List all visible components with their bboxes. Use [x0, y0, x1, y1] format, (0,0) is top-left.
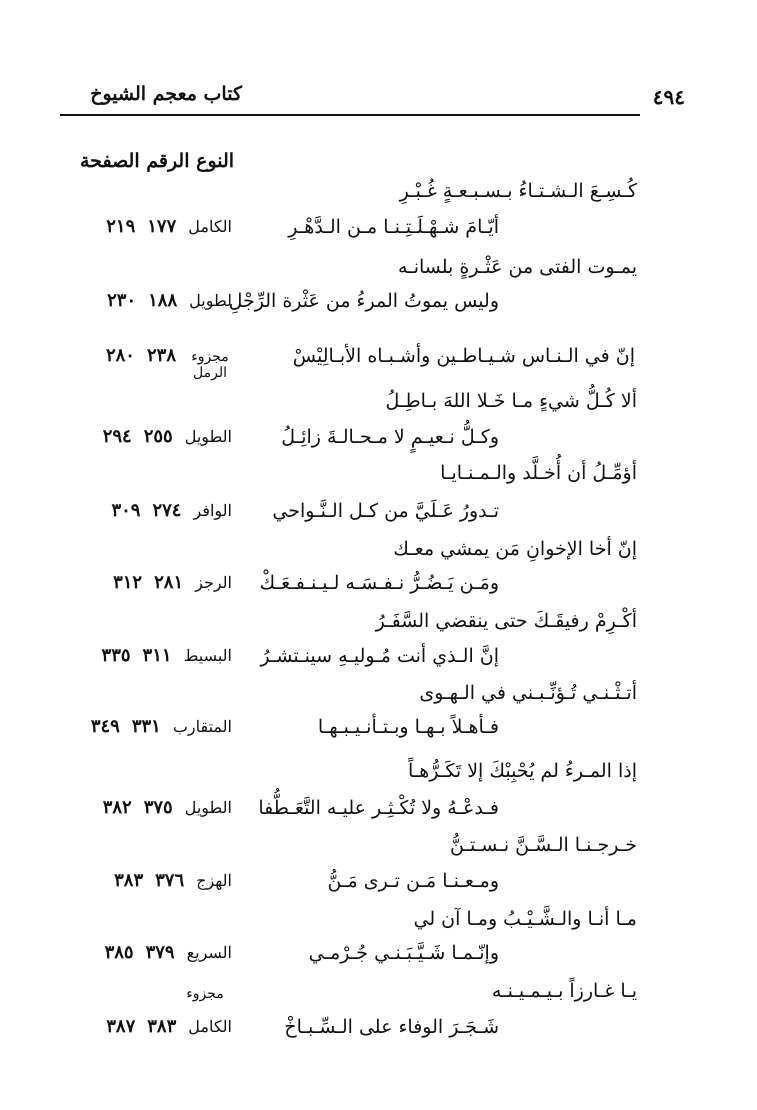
number-7: ٣١١	[142, 645, 172, 666]
verse-first-9: إذا المـرءُ لم يُحْبِبْكَ إلا تَكَـرُّهـاً	[407, 760, 637, 782]
page-ref-5: ٣٠٩	[111, 500, 141, 521]
meter-11: السريع	[186, 943, 232, 962]
page-ref-10: ٣٨٣	[114, 870, 144, 891]
verse-meta-4	[62, 426, 232, 447]
verse-second-7: إنَّ الـذي أنت مُـوليـهِ سينـتشـرُ	[260, 645, 499, 667]
page-ref-11: ٣٨٥	[104, 942, 134, 963]
page-ref-2: ٢٣٠	[107, 290, 137, 311]
verse-first-4: ألا كُـلُّ شيءٍ مـا خَـلا اللهَ بـاطِـلُ	[385, 390, 637, 412]
page-ref-6: ٣١٢	[113, 572, 143, 593]
number-8: ٣٣١	[131, 716, 161, 737]
meter-8: المتقارب	[172, 717, 232, 736]
page-ref-1: ٢١٩	[106, 216, 136, 237]
verse-second-5: تـدورُ عَـلَيَّ من كـل الـنَّـواحي	[272, 500, 499, 522]
page-ref-4: ٢٩٤	[102, 426, 132, 447]
page-ref-3: ٢٨٠	[105, 345, 135, 366]
verse-second-6: ومَـن يَـضُـرُّ نـفـسَـه لـيـنـفـعَـكْ	[259, 572, 499, 594]
number-12: ٣٨٣	[147, 1016, 177, 1037]
number-4: ٢٥٥	[143, 426, 173, 447]
verse-meta-1	[62, 216, 232, 237]
meter-6: الرجز	[195, 573, 232, 592]
verse-first-7: أكْـرِمْ رفيقَـكَ حتى ينقضي السَّفَـرُ	[375, 610, 637, 632]
verse-second-10: ومـعـنـا مَـن تـرى مَـنُّ	[327, 870, 499, 892]
verse-meta-12	[62, 1016, 232, 1037]
page-ref-9: ٣٨٢	[102, 797, 132, 818]
verse-first-10: خـرجـنـا الـسَّـنَّ نـسـتـنُّ	[449, 834, 637, 856]
verse-second-12: شَـجَـرَ الوفاء على الـسِّـبـاخْ	[284, 1016, 499, 1038]
verse-first-12: يـا غـارزاً بـيـمـيـنـه	[491, 980, 637, 1002]
verse-meta-8	[62, 716, 232, 737]
verse-first-11: مـا أنـا والـشَّـيْـبُ ومـا آن لي	[413, 908, 637, 930]
verse-second-1: أيّـامَ شـهْـلَـتِـنـا مـن الـدَّهْـرِ	[288, 216, 499, 238]
verse-meta-5	[62, 500, 232, 521]
number-11: ٣٧٩	[145, 942, 175, 963]
page-number: ٤٩٤	[652, 85, 685, 109]
verse-second-11: وإنّـمـا شَـيَّـبَـنـي جُـرْمـي	[308, 942, 499, 964]
verse-second-2: وليس يموتُ المرءُ من عَثْرة الرِّجْلِ	[228, 290, 499, 312]
verse-first-6: إنّ أخا الإخوانِ مَن يمشي معـك	[393, 538, 637, 560]
verse-second-9: فـدعْـهُ ولا تُكْـثِـر عليـه التَّعَـطُّفا	[258, 797, 499, 819]
verse-meta-11	[62, 942, 232, 963]
verse-line-3: إنّ في الـنـاس شـيـاطـين وأشـبـاه الأبـالِيْسْ	[292, 345, 635, 367]
number-9: ٣٧٥	[143, 797, 173, 818]
verse-second-4: وكـلُّ نـعيـمٍ لا مـحـالـةَ زائِـلُ	[281, 426, 499, 448]
meter-9: الطويل	[184, 798, 232, 817]
meter-10: الهزج	[196, 871, 232, 890]
verse-first-1: كُـسِـعَ الـشـتـاءُ بـسـبـعـةٍ غُـبْـرِ	[399, 180, 637, 202]
column-heading: النوع الرقم الصفحة	[80, 150, 235, 172]
verse-meta-6	[62, 572, 232, 593]
meter-7: البسيط	[183, 646, 232, 665]
number-3: ٢٣٨	[146, 345, 176, 366]
verse-meta-9	[62, 797, 232, 818]
meter-2: لطويل	[189, 291, 232, 310]
verse-first-5: أؤمِّـلُ أن أُخـلَّد والـمـنـايـا	[440, 462, 637, 484]
number-5: ٢٧٤	[152, 500, 182, 521]
number-2: ١٨٨	[148, 290, 178, 311]
book-title: كتاب معجم الشيوخ	[90, 83, 242, 105]
meter-5: الوافر	[193, 501, 232, 520]
page-ref-8: ٣٤٩	[90, 716, 120, 737]
meter-4: الطويل	[184, 427, 232, 446]
number-1: ١٧٧	[147, 216, 177, 237]
meter-1: الكامل	[188, 217, 232, 236]
verse-meta-10	[62, 870, 232, 891]
header-rule	[60, 114, 640, 116]
verse-meta-7	[62, 645, 232, 666]
verse-meta-3	[62, 345, 232, 381]
number-10: ٣٧٦	[155, 870, 185, 891]
verse-first-8: أتـثْـنـي تُـؤنِّـبـني في الـهـوى	[419, 682, 637, 704]
page-ref-7: ٣٣٥	[101, 645, 131, 666]
page-ref-12: ٣٨٧	[106, 1016, 136, 1037]
verse-second-8: فـأهـلاً بـهـا وبـتـأنـيـبـهـا	[317, 716, 499, 738]
meter-12: الكامل	[188, 1017, 232, 1036]
verse-meta-2	[62, 290, 232, 311]
verse-first-2: يمـوت الفتى من عَثْـرةٍ بلسانـه	[397, 256, 637, 278]
number-6: ٢٨١	[154, 572, 184, 593]
meter-prefix-12: مجزوء	[186, 986, 224, 1002]
meter-3: مجزوء الرمل	[191, 349, 229, 381]
